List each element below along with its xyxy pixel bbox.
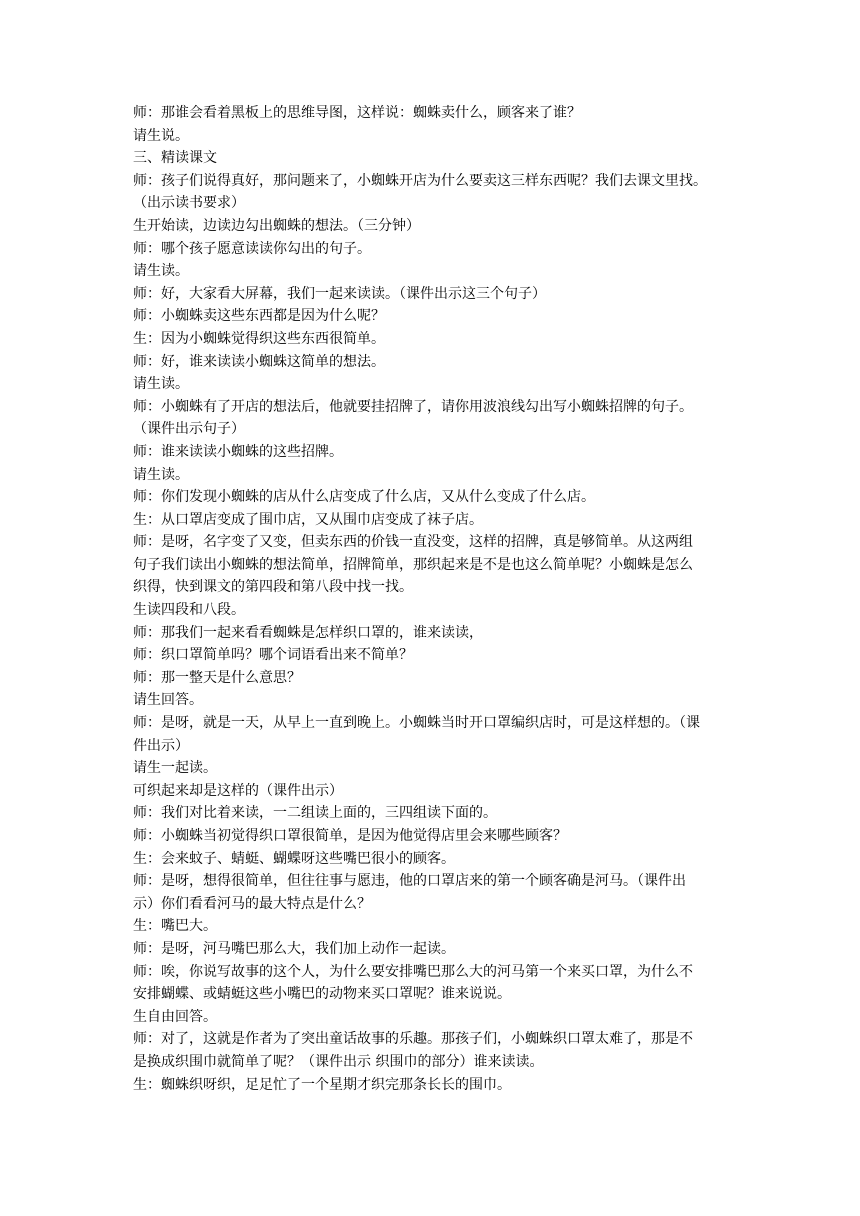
text-line: 生开始读，边读边勾出蜘蛛的想法。（三分钟） <box>133 217 420 234</box>
lesson-transcript <box>133 102 733 1096</box>
text-line: 师：是呀，河马嘴巴那么大，我们加上动作一起读。 <box>133 940 455 957</box>
text-line: 生：会来蚊子、蜻蜓、蝴蝶呀这些嘴巴很小的顾客。 <box>133 850 455 867</box>
text-line: 师：谁来读读小蜘蛛的这些招牌。 <box>133 443 343 460</box>
text-line: 师：是呀，名字变了又变，但卖东西的价钱一直没变，这样的招牌，真是够简单。从这两组 <box>133 534 693 551</box>
text-line: 示）你们看看河马的最大特点是什么？ <box>133 895 371 912</box>
text-line: 师：对了，这就是作者为了突出童话故事的乐趣。那孩子们，小蜘蛛织口罩太难了，那是不 <box>133 1031 693 1048</box>
text-line: 请生读。 <box>133 466 189 483</box>
text-line: 师：好，谁来读读小蜘蛛这简单的想法。 <box>133 353 385 370</box>
text-line: 是换成织围巾就简单了呢？（课件出示 织围巾的部分）谁来读读。 <box>133 1053 544 1070</box>
text-line: 生：因为小蜘蛛觉得织这些东西很简单。 <box>133 330 385 347</box>
text-line: 请生说。 <box>133 127 189 144</box>
text-line: （出示读书要求） <box>133 195 245 212</box>
text-line: 师：是呀，想得很简单，但往往事与愿违，他的口罩店来的第一个顾客确是河马。（课件出 <box>133 873 686 890</box>
text-line: 师：那谁会看着黑板上的思维导图，这样说：蜘蛛卖什么，顾客来了谁？ <box>133 105 581 121</box>
text-line: 生：嘴巴大。 <box>133 918 217 935</box>
text-line: 可织起来却是这样的（课件出示） <box>133 782 343 799</box>
text-line: 织得，快到课文的第四段和第八段中找一找。 <box>133 579 413 596</box>
text-line: 师：那一整天是什么意思？ <box>133 669 301 686</box>
text-line: 请生读。 <box>133 263 189 280</box>
text-line: 师：小蜘蛛当初觉得织口罩很简单，是因为他觉得店里会来哪些顾客？ <box>133 828 567 844</box>
text-line: 请生一起读。 <box>133 760 217 777</box>
text-line: 师：小蜘蛛有了开店的想法后，他就要挂招牌了，请你用波浪线勾出写小蜘蛛招牌的句子。 <box>133 398 693 415</box>
text-line: 师：是呀，就是一天，从早上一直到晚上。小蜘蛛当时开口罩编织店时，可是这样想的。（课 <box>133 715 700 732</box>
text-line: （课件出示句子） <box>133 421 245 438</box>
text-line: 师：小蜘蛛卖这些东西都是因为什么呢？ <box>133 308 385 325</box>
text-line: 师：孩子们说得真好，那问题来了，小蜘蛛开店为什么要卖这三样东西呢？我们去课文里找。 <box>133 172 707 189</box>
text-line: 师：那我们一起来看看蜘蛛是怎样织口罩的，谁来读读， <box>133 624 483 641</box>
text-line: 生读四段和八段。 <box>133 602 245 619</box>
text-line: 生：从口罩店变成了围巾店，又从围巾店变成了袜子店。 <box>133 511 483 528</box>
text-line: 三、精读课文 <box>133 150 217 167</box>
text-line: 句子我们读出小蜘蛛的想法简单，招牌简单，那织起来是不是也这么简单呢？小蜘蛛是怎么 <box>133 556 693 573</box>
text-line: 请生回答。 <box>133 692 203 709</box>
text-line: 师：哪个孩子愿意读读你勾出的句子。 <box>133 240 371 257</box>
text-line: 师：织口罩简单吗？哪个词语看出来不简单？ <box>133 647 413 664</box>
text-line: 件出示） <box>133 737 189 754</box>
text-line: 生：蜘蛛织呀织，足足忙了一个星期才织完那条长长的围巾。 <box>133 1076 511 1093</box>
text-line: 师：你们发现小蜘蛛的店从什么店变成了什么店，又从什么变成了什么店。 <box>133 489 595 506</box>
text-line: 生自由回答。 <box>133 1008 217 1025</box>
text-line: 安排蝴蝶、或蜻蜓这些小嘴巴的动物来买口罩呢？谁来说说。 <box>133 986 511 1003</box>
text-line: 请生读。 <box>133 376 189 393</box>
text-line: 师：好，大家看大屏幕，我们一起来读读。（课件出示这三个句子） <box>133 285 546 302</box>
text-line: 师：我们对比着来读，一二组读上面的，三四组读下面的。 <box>133 805 497 822</box>
text-line: 师：唉，你说写故事的这个人，为什么要安排嘴巴那么大的河马第一个来买口罩，为什么不 <box>133 963 693 980</box>
